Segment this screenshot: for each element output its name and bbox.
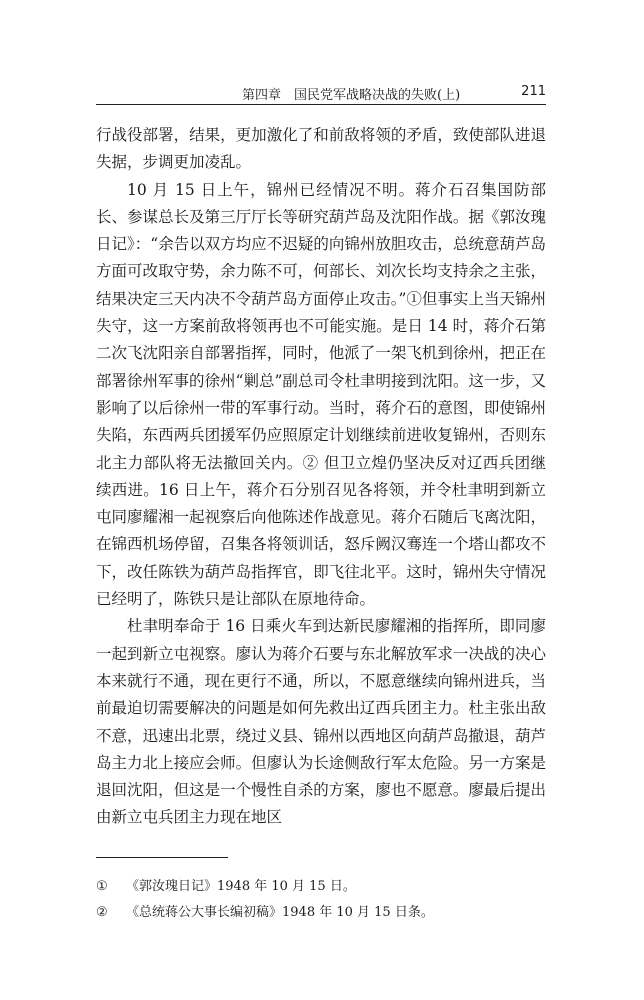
body-text xyxy=(96,122,546,832)
running-header xyxy=(96,84,546,104)
footnote-text: 《总统蒋公大事长编初稿》1948 年 10 月 15 日条。 xyxy=(126,905,434,920)
chapter-title: 第四章 国民党军战略决战的失败(上) xyxy=(242,88,461,103)
paragraph: 行战役部署，结果，更加激化了和前敌将领的矛盾，致使部队进退失据，步调更加凌乱。 xyxy=(96,126,546,172)
page-number: 211 xyxy=(521,84,546,99)
footnote-rule xyxy=(96,857,228,858)
footnote xyxy=(96,900,546,926)
footnote-mark: ② xyxy=(96,905,108,920)
footnotes xyxy=(96,874,546,926)
footnote-text: 《郭汝瑰日记》1948 年 10 月 15 日。 xyxy=(126,879,356,894)
footnote-mark: ① xyxy=(96,879,108,894)
paragraph: 10 月 15 日上午，锦州已经情况不明。蒋介石召集国防部长、参谋总长及第三厅厅长等研究葫芦岛及沈阳作战。据《郭汝瑰日记》：“余告以双方均应不迟疑的向锦州放胆攻击，总统意葫芦岛方面可改取守势，余力陈不可，何部长、刘次长均支持余之主张，结果决定三天内决不令葫芦岛方面停止攻击。”①但事实上当天锦州失守，这一方案前敌将领再也不可能实施。是日 14 时，蒋介石第二次飞沈阳亲自部署指挥，同时，他派了一架飞机到徐州，把正在部署徐州军事的徐州“剿总”副总司令杜聿明接到沈阳。这一步，又影响了以后徐州一带的军事行动。当时，蒋介石的意图，即使锦州失陷，东西两兵团援军仍应照原定计划继续前进收复锦州，否则东北主力部队将无法撤回关内。② 但卫立煌仍坚决反对辽西兵团继续西进。16 日上午，蒋介石分别召见各将领，并令杜聿明到新立屯同廖耀湘一起视察后向他陈述作战意见。蒋介石随后飞离沈阳，在锦西机场停留，召集各将领训话，怒斥阙汉骞连一个塔山都攻不下，改任陈铁为葫芦岛指挥官，即飞往北平。这时，锦州失守情况已经明了，陈铁只是让部队在原地待命。 xyxy=(96,180,546,609)
paragraph: 杜聿明奉命于 16 日乘火车到达新民廖耀湘的指挥所，即同廖一起到新立屯视察。廖认为蒋介石要与东北解放军求一决战的决心本来就行不通，现在更行不通，所以，不愿意继续向锦州进兵，当前最迫切需要解决的问题是如何先救出辽西兵团主力。杜主张出敌不意，迅速出北票，绕过义县、锦州以西地区向葫芦岛撤退，葫芦岛主力北上接应会师。但廖认为长途侧敌行军太危险。另一方案是退回沈阳，但这是一个慢性自杀的方案，廖也不愿意。廖最后提出由新立屯兵团主力现在地区 xyxy=(96,617,546,827)
footnote xyxy=(96,874,546,900)
header-rule xyxy=(96,104,546,105)
